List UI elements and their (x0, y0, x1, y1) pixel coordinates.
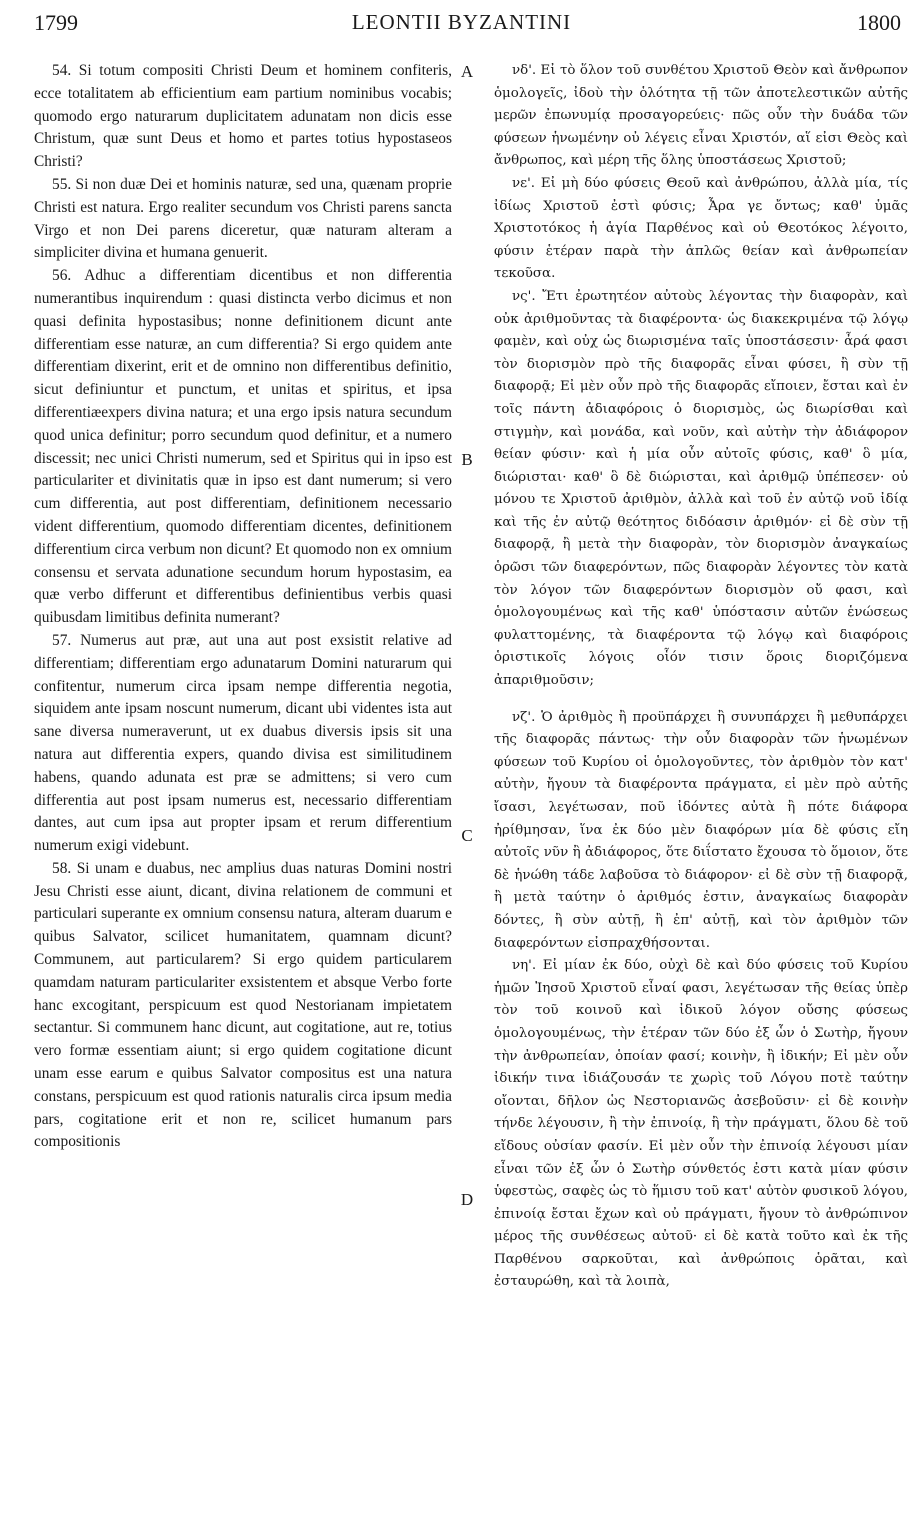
column-number-right: 1800 (857, 10, 901, 35)
greek-paragraph-57: νζ'. Ὁ ἀριθμὸς ἢ προϋπάρχει ἢ συνυπάρχει ἢ μεθυπάρχει τῆς διαφορᾶς πάντως· τὴν οὖν διαφορὰν τῶν ἡνωμένων φύσεων τοῦ Κυρίου οἱ ὁμολογοῦντες, τὸν ἀριθμὸν τὸν κατ' αὐτὴν, ἤγουν τὰ διαφέροντα πράγματα, εἰ μὲν πρὸ αὐτῆς ἴσασι, λεγέτωσαν, ποῦ ἰδόντες αὐτὰ ἢ πότε διάφορα ἠρίθμησαν, ἵνα ἐκ δύο μὲν διαφόρων μία δὲ φύσις εἴη αὐτοῖς νῦν ἢ ἀδιάφορος, ὅτε διΐστατο ἔχουσα τὸ ὅμοιον, ὅτε δὲ ἡνώθη τάδε λαβοῦσα τὸ διάφορον· εἰ δὲ σὺν τῇ διαφορᾷ, ἢ μετὰ ταύτην ὁ ἀριθμός ἐστιν, ἀναγκαίως διαφορὰν δόντες, ἢ σὺν αὐτῇ, ἢ ἐπ' αὐτῇ, καὶ τὸν ἀριθμὸν τῶν διαφερόντων εἰσπραχθήσονται. (494, 709, 908, 951)
page-header (0, 0, 923, 46)
greek-paragraph-54: νδ'. Εἰ τὸ ὅλον τοῦ συνθέτου Χριστοῦ Θεὸν καὶ ἄνθρωπον ὁμολογεῖς, ἰδοὺ τὴν ὁλότητα τῇ τῶν ἀποτελεστικῶν αὐτῆς μερῶν ἐπωνυμίᾳ προσαγορεύεις· πῶς οὖν τὴν δυάδα τῶν φύσεων ἡνωμένην οὐ λέγεις εἶναι Χριστόν, αἵ εἰσι Θεὸς καὶ ἄνθρωπος, καὶ μέρη τῆς ὅλης ὑποστάσεως Χριστοῦ; (494, 63, 908, 169)
latin-paragraph-54: 54. Si totum compositi Christi Deum et hominem confiteris, ecce totalitatem ab efficientium eam partium nominibus vocabis; quomodo ergo naturarum duplicitatem adunatam non dicis esse Christum, quæ sunt Deus et homo et partes totius hypostaseos Christi? (34, 62, 452, 171)
greek-paragraph-55: νε'. Εἰ μὴ δύο φύσεις Θεοῦ καὶ ἀνθρώπου, ἀλλὰ μία, τίς ἰδίως Χριστοῦ ἐστὶ φύσις; Ἆρα γε ὄντως; καθ' ὑμᾶς Χριστοτόκος ἡ ἁγία Παρθένος καὶ οὐ Θεοτόκος λέγοιτο, φύσιν ἑτέραν παρὰ τὴν ἁπλῶς θείαν καὶ ἀνθρωπείαν τεκοῦσα. (494, 175, 908, 282)
greek-paragraph-58: νη'. Εἰ μίαν ἐκ δύο, οὐχὶ δὲ καὶ δύο φύσεις τοῦ Κυρίου ἡμῶν Ἰησοῦ Χριστοῦ εἶναί φασι, λεγέτωσαν τῆς θείας ὑπὲρ τὸν τοῦ κοινοῦ καὶ ἰδικοῦ λόγον οὔσης φύσεως ὁμολογουμένως, τὴν ἑτέραν τῶν δύο ἐξ ὧν ὁ Σωτὴρ, ἤγουν τὴν ἀνθρωπείαν, ὁποίαν φασί; κοινὴν, ἢ ἰδικήν; Εἰ μὲν οὖν ἰδικήν τινα ἰδιάζουσάν τε χωρὶς τοῦ Λόγου ποτὲ ταύτην οἴονται, δῆλον ὡς Νεστοριανῶς ἀσεβοῦσιν· εἰ δὲ κοινὴν τήνδε λέγουσιν, ἢ τὴν ἐπινοίᾳ, ἢ τὴν πράγματι, ὅλου δὲ τοῦ εἴδους οὐσίαν φασίν. Εἰ μὲν οὖν τὴν ἐπινοίᾳ λέγουσι μίαν εἶναι τῶν ἐξ ὧν ὁ Σωτὴρ σύνθετός ἐστι κατὰ μίαν φύσιν ὑφεστὼς, σαφὲς ὡς τὸ ἥμισυ τοῦ κατ' αὐτὸν φυσικοῦ λόγου, ἐπινοίᾳ ἔσται ἔχων καὶ οὐ πράγματι, ἤγουν τὸ ἀνθρώπινον μέρος τῆς συνθέσεως αὐτοῦ· εἰ δὲ κατὰ τοῦτο καὶ ἐκ τῆς Παρθένου σαρκοῦται, καὶ ἀνθρώποις ὁρᾶται, καὶ ἐσταυρώθη, καὶ τὰ λοιπὰ, (494, 958, 908, 1290)
latin-paragraph-57: 57. Numerus aut præ, aut una aut post exsistit relative ad differentiam; differentiam ergo adunatarum Domini naturarum qui confitentur, numerum circa ipsam nempe differentia negotia, siquidem ante ipsam noscunt numerum, dicant ubi videntes ista aut sane diversa numeraverunt, ut ex duabus diversis ipsis sit una natura aut differentia expers, quando divisa est similitudinem habens, quando adunata est præ se admittens; si vero cum differentia aut post ipsam numerus est, necessario differentiam dantes, aut cum ipsa aut propter ipsam et rerum differentium numerum exigi videbunt. (34, 631, 452, 855)
section-marker-b: B (461, 450, 473, 469)
greek-paragraph-56: νς'. Ἔτι ἐρωτητέον αὐτοὺς λέγοντας τὴν διαφορὰν, καὶ οὐκ ἀριθμοῦντας τὰ διαφέροντα· ὡς διακεκριμένα τῷ λόγῳ φαμὲν, καὶ οὐχ ὡς διωρισμένα ταῖς ὑποστάσεσιν· ἆρά φασι τὸν διορισμὸν πρὸ τῆς διαφορᾶς εἶναι φύσει, ἢ σὺν τῇ διαφορᾷ; Εἰ μὲν οὖν πρὸ τῆς διαφορᾶς εἴποιεν, ἔσται καὶ ἐν τοῖς πάντη ἀδιαφόροις ὁ διορισμὸς, ὡς διωρίσθαι καὶ στιγμὴν, καὶ μονάδα, καὶ νοῦν, καὶ αὐτὴν τὴν ἀδιάφορον θείαν φύσιν· καὶ ἡ μία οὖν αὐτοῖς φύσις, καθ' ὃ μία, διώρισται· καθ' ὃ δὲ διώρισται, καὶ ἀριθμῷ ὑπέπεσεν· οὐ μόνου τε Χριστοῦ ἀριθμὸν, ἀλλὰ καὶ τοῦ ἐν αὐτῷ νοῦ ἰδίᾳ καὶ τῆς ἐν αὐτῷ θεότητος διδόασιν ἀριθμόν· εἰ δὲ σὺν τῇ διαφορᾷ, ἢ μετὰ τὴν διαφορὰν, τὸν διορισμὸν ἀναγκαίως ὁρῶσι τῶν διαφερόντων, πῶς διαφορὰν λέγοντες τὸν κατὰ τὸν λόγον τῶν διαφερόντων διορισμὸν οὔ φασι, καὶ ὁμολογουμένως καὶ τῆς καθ' ὑπόστασιν αὐτῶν ἑνώσεως φυλαττομένης, τὰ διαφέροντα τῷ λόγῳ καὶ διαφόροις ὁριστικοῖς λόγοις οἷόν τισιν ὅροις διοριζόμενα ἀπαριθμοῦσιν; (494, 288, 908, 689)
section-marker-d: D (460, 1190, 474, 1209)
latin-paragraph-58: 58. Si unam e duabus, nec amplius duas naturas Domini nostri Jesu Christi esse aiunt, dicant, divina relationem de communi et particulari superante ex omnium consensu natura, alteram duarum e quibus Salvator, scilicet humanitatem, quamnam dicunt? Communem, aut particularem? Si ergo quidem particularem quamdam naturam particulariter exsistentem et absque Verbo forte hanc excogitant, perspicuum est quod Nestorianam impietatem sectantur. Si communem hanc dicunt, aut cogitatione, aut re, totius vero formæ essentiam aiunt; si ergo quidem cogitatione dicunt unam esse earum e quibus Salvator compositus est una natura constans, perspicuum est quod rationis naturalis circa ipsum media pars, cogitatione erit et non re, scilicet humanum pars compositionis (34, 859, 452, 1151)
latin-paragraph-55: 55. Si non duæ Dei et hominis naturæ, sed una, quænam proprie Christi est natura. Ergo realiter secundum vos Christi parens sancta Virgo et non Dei parens diceretur, quæ naturam alteram a simpliciter divina et humana genuerit. (34, 175, 452, 262)
column-number-left: 1799 (34, 10, 78, 35)
section-marker-c: C (461, 826, 473, 845)
greek-column (494, 60, 908, 1528)
latin-column (34, 60, 452, 1528)
section-gap (494, 693, 908, 707)
running-title: LEONTII BYZANTINI (351, 10, 572, 34)
latin-paragraph-56: 56. Adhuc a differentiam dicentibus et non differentia numerantibus inquirendum : quasi distincta verbo dicimus et non quasi definita hypostasibus; nonne definitionem dicunt ante differentiam esse naturæ, an cum differentia? Si ergo quidem ante differentiam dixerint, erit et de omnino non differentibus definitio, sicut definiuntur et punctum, et unitas et spiritus, et ipsa differentiæexpers divina natura; et una ergo ipsis natura secundum quod unica definitur; porro secundum quod definitur, et a numero discessit; nec unici Christi numerum, sed et Spiritus qui in ipso est particulariter et divinitatis quæ in ipso est dant numerum; si vero cum differentia, aut post differentiam, definitionem necessario vident differentium, quomodo differentiam dicentes, definitionem differentium circa verbum non dicunt? Et quomodo non ex omnium consensu et servata adunatione secundum horum hypostasim, ea quæ verbo differunt et differentibus definientibus verbis quasi quibusdam limitibus definita numerant? (34, 267, 452, 627)
section-marker-a: A (460, 62, 474, 81)
